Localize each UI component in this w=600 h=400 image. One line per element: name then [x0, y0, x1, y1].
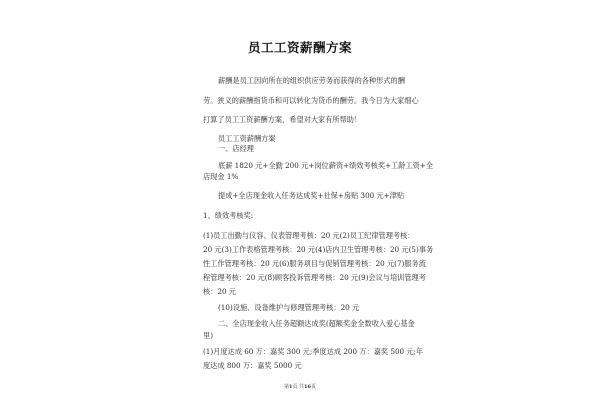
body-line: 劳。狭义的薪酬指货币和可以转化为货币的酬劳。我今日为大家细心 [203, 96, 419, 105]
body-line: (10)设施、设备维护与修理管理考核：20 元 [218, 303, 360, 312]
body-line: 20 元(3)工作表格管理考核：20 元(4)店内卫生管理考核：20 元(5)事务 [203, 245, 434, 254]
body-line: 店现金 1% [203, 172, 239, 181]
body-line: 核：20 元 [203, 287, 236, 296]
footer-prefix: 第 [283, 384, 289, 390]
subsection-heading: 1、绩效考核奖: [203, 211, 254, 220]
footer-middle: 页 共 [292, 384, 305, 390]
body-line: 薪酬是员工因向所在的组织供应劳务而获得的各种形式的酬 [218, 76, 405, 85]
section-heading: 二、全店现金收入任务超额达成奖(超额奖金全数收入爱心基金 [218, 319, 415, 328]
body-line: 度达成 800 万：嘉奖 5000 元 [203, 361, 302, 370]
section-heading: 员工工资薪酬方案 [218, 134, 276, 143]
body-line: 里) [203, 331, 213, 340]
body-line: (1)月度达成 60 万：嘉奖 300 元;季度达成 200 万：嘉奖 500 元;年 [203, 347, 424, 356]
page-footer [0, 383, 600, 390]
body-line: 提成+全店现金收入任务达成奖+社保+房贴 300 元+津贴 [218, 191, 405, 200]
body-line: 程管理考核：20 元(8)顾客投诉管理考核：20 元(9)会议与培训管理考 [203, 273, 426, 282]
footer-suffix: 页 [311, 384, 317, 390]
body-line: 性工作管理考核：20 元(6)服务项目与促销管理考核：20 元(7)服务流 [203, 259, 426, 268]
footer-page-number: 1 [288, 384, 293, 390]
footer-total-pages: 16 [304, 384, 312, 390]
body-line: 打算了员工工资薪酬方案，希望对大家有所帮助！ [203, 115, 362, 124]
document-title: 员工工资薪酬方案 [247, 40, 352, 55]
body-line: (1)员工出勤与仪容、仪表管理考核：20 元(2)员工纪律管理考核： [203, 231, 415, 240]
section-heading: 一、店经理 [218, 144, 254, 153]
body-line: 底薪 1820 元+全勤 200 元+岗位薪资+绩效考核奖+工龄工资+全 [218, 161, 434, 170]
